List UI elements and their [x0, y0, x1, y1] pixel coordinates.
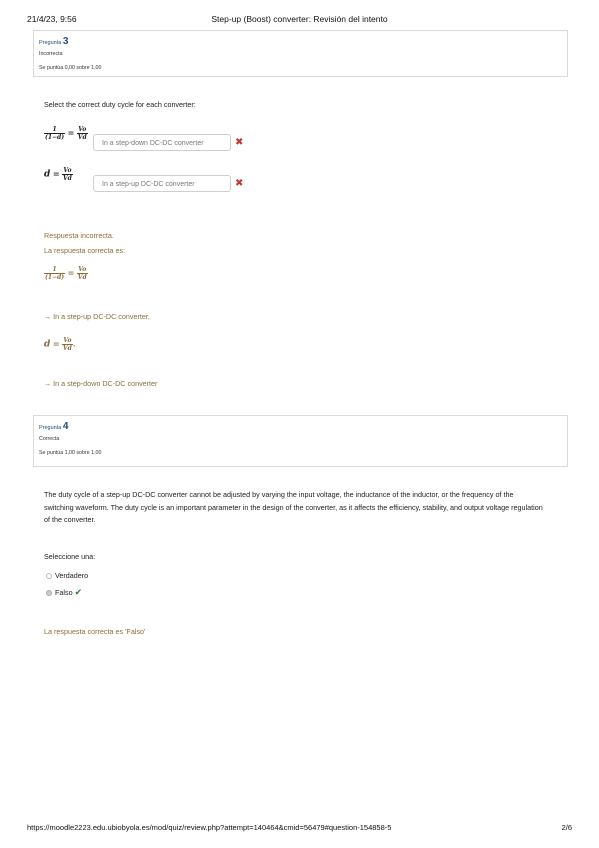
option-true-label: Verdadero [55, 571, 89, 580]
radio-true[interactable] [46, 573, 52, 579]
select-one-label: Seleccione una: [44, 552, 96, 561]
question-3-status: Incorrecta [39, 51, 63, 57]
feedback-incorrect: Respuesta incorrecta. [44, 231, 114, 240]
question-4-info [33, 415, 568, 467]
question-3-label: Pregunta 3 [39, 36, 69, 47]
question-3-points: Se puntúa 0,00 sobre 1,00 [39, 65, 102, 71]
question-4-status: Correcta [39, 436, 60, 442]
option-false[interactable] [46, 587, 82, 598]
option-false-label: Falso [55, 588, 73, 597]
answer-formula-1: $\frac{1}{(1-d)}$ = $\frac{Vo}{Vd}$ [45, 266, 87, 281]
question-4-points: Se puntúa 1,00 sobre 1,00 [39, 450, 102, 456]
page-url: https://moodle2223.edu.ubiobyola.es/mod/quiz/review.php?attempt=140464&cmid=56479#question-154858-5 [27, 823, 392, 832]
duty-cycle-select-1[interactable]: In a step-down DC-DC converter [93, 134, 231, 151]
cross-icon: ✖ [235, 137, 244, 148]
duty-cycle-select-2[interactable]: In a step-up DC-DC converter [93, 175, 231, 192]
answer-1: → In a step-up DC-DC converter, [44, 312, 150, 321]
answer-2: → In a step-down DC-DC converter [44, 379, 158, 388]
print-date: 21/4/23, 9:56 [27, 14, 77, 24]
question-3-prompt: Select the correct duty cycle for each converter: [44, 100, 196, 109]
page-number: 2/6 [561, 823, 572, 832]
question-4-text: The duty cycle of a step-up DC-DC converter cannot be adjusted by varying the input voltage, the inductance of the inductor, or the frequency of the switching waveform. The duty cycle is an important parameter in the design of the converter, as it affects the efficiency, stability, and output voltage regulation of the converter. [44, 490, 543, 524]
correct-answer: La respuesta correcta es 'Falso' [44, 627, 146, 636]
formula-1: $\frac{1}{(1-d)}$ = $\frac{Vo}{Vd}$ [45, 126, 87, 141]
check-icon: ✔ [74, 587, 83, 597]
radio-false[interactable] [46, 590, 52, 596]
answer-formula-2: d = $\frac{Vo}{Vd}$ . [44, 337, 76, 352]
question-4-label: Pregunta 4 [39, 421, 69, 432]
page-title: Step-up (Boost) converter: Revisión del intento [211, 14, 388, 24]
question-3-info [33, 30, 568, 77]
cross-icon: ✖ [235, 178, 244, 189]
feedback-correct-intro: La respuesta correcta es: [44, 246, 126, 255]
option-true[interactable] [46, 571, 88, 580]
formula-2: d = $\frac{Vo}{Vd}$ [44, 167, 72, 182]
